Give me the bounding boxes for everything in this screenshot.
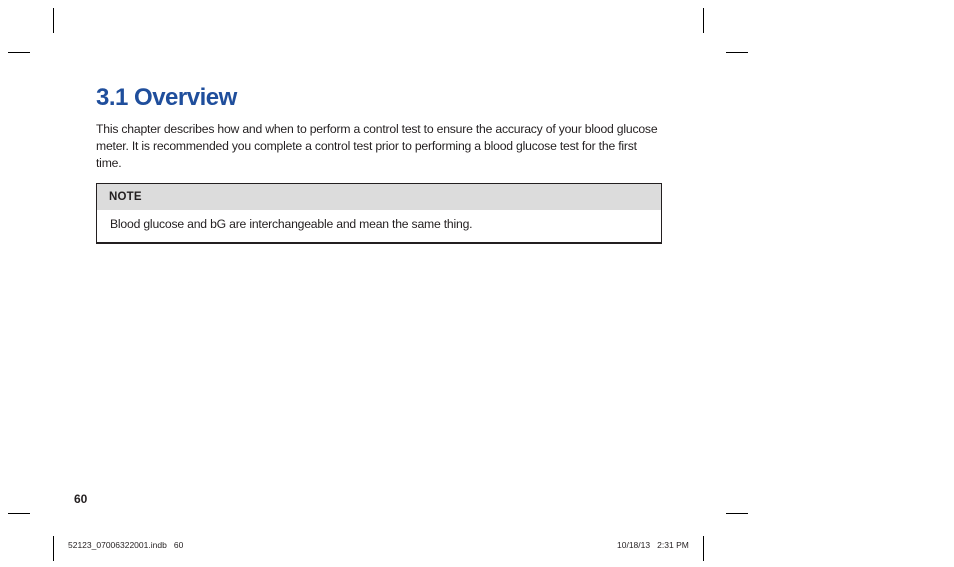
intro-paragraph: This chapter describes how and when to perform a control test to ensure the accuracy of your blood glucose meter. It is recommended you complete a control test prior to performing a blood glucose test for the first time. — [96, 122, 658, 170]
crop-mark-top-right-vertical — [703, 8, 704, 33]
crop-mark-top-right-horizontal — [726, 52, 748, 53]
note-header: NOTE — [97, 184, 661, 210]
note-text: Blood glucose and bG are interchangeable and mean the same thing. — [110, 217, 473, 231]
crop-mark-top-left-horizontal — [8, 52, 30, 53]
crop-mark-bottom-right-vertical — [703, 536, 704, 561]
crop-mark-bottom-left-vertical — [53, 536, 54, 561]
crop-mark-bottom-right-horizontal — [726, 513, 748, 514]
section-title: 3.1 Overview — [96, 84, 237, 111]
page-number: 60 — [74, 492, 88, 506]
print-slug-date: 10/18/13 2:31 PM — [617, 540, 689, 550]
crop-mark-bottom-left-horizontal — [8, 513, 30, 514]
note-box — [96, 183, 662, 244]
crop-mark-top-left-vertical — [53, 8, 54, 33]
print-slug-file: 52123_07006322001.indb 60 — [68, 540, 184, 550]
